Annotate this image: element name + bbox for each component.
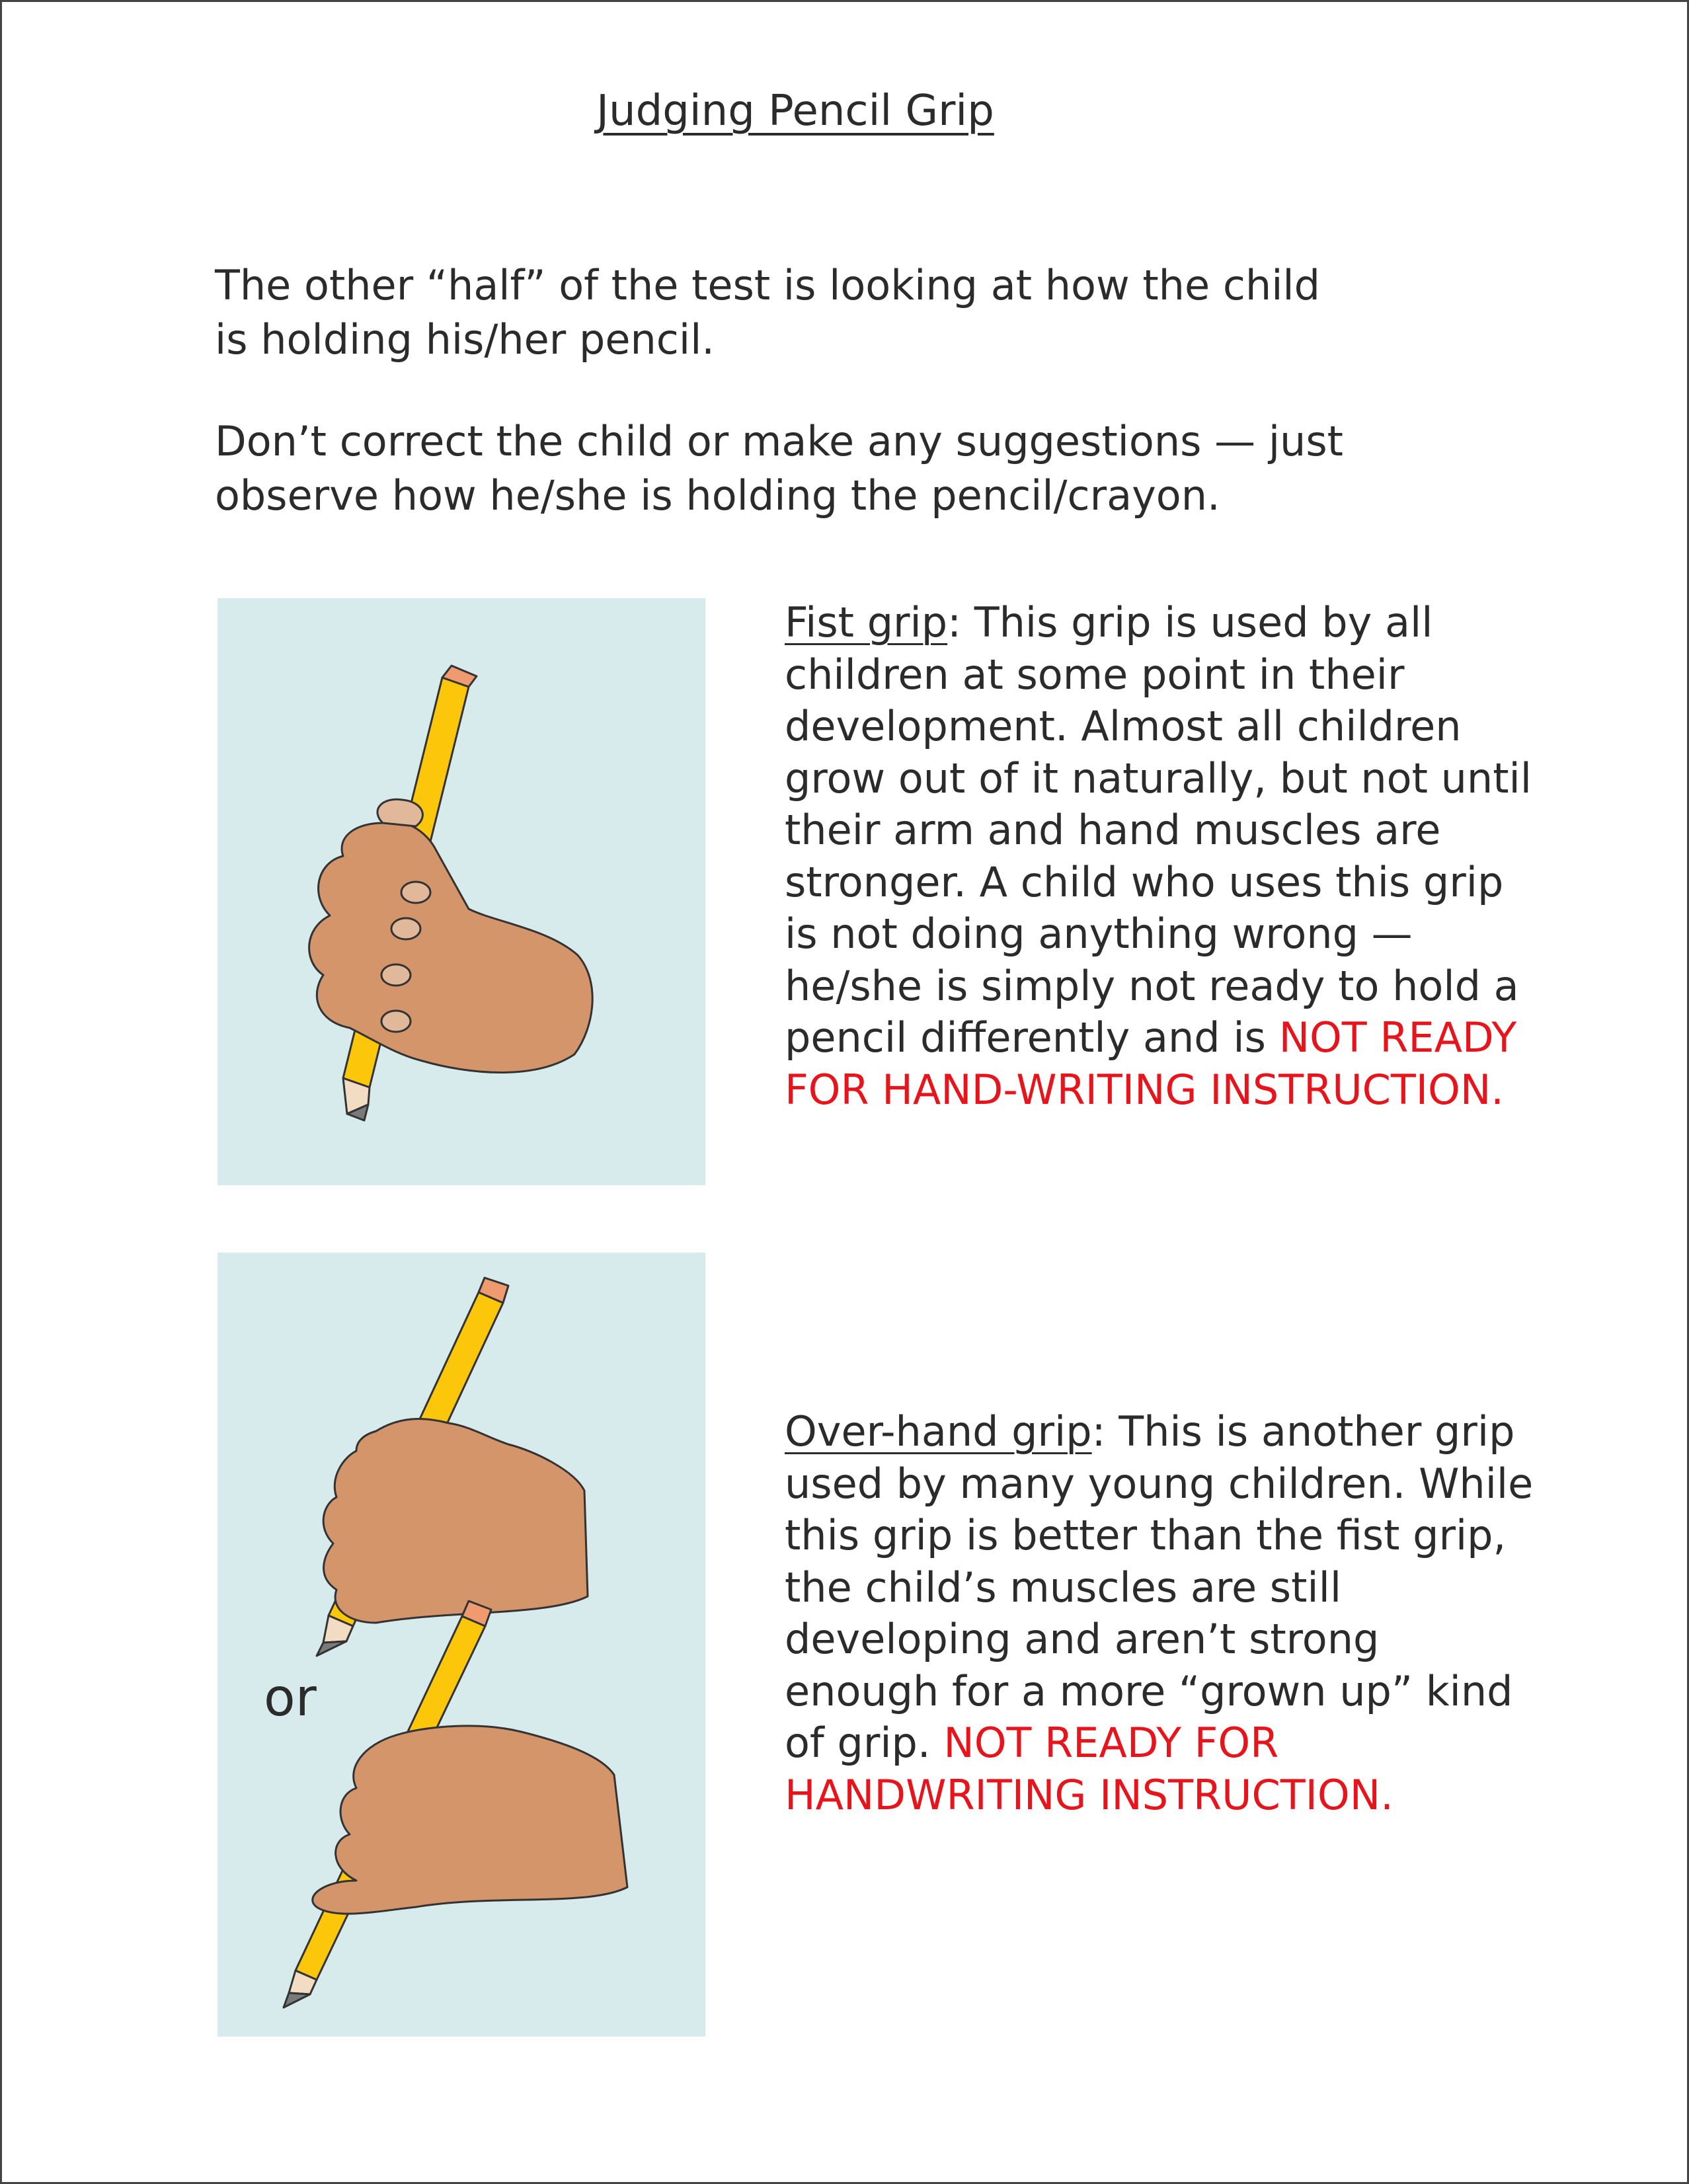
fist-grip-body: : This grip is used by all children at some point in their development. Almost all children grow out of it naturally, but not until their arm and hand muscles are stronger. A child who uses this grip is not doing anything wrong — he/she is simply not ready to hold a pencil differently and is — [785, 598, 1532, 1062]
overhand-grip-body: : This is another grip used by many young children. While this grip is better than the fist grip, the child’s muscles are still developing and aren’t strong enough for a more “grown up” kind of grip. — [785, 1407, 1534, 1767]
overhand-grip-term: Over-hand grip — [785, 1407, 1092, 1456]
overhand-grip-hand-icon — [217, 1253, 705, 2037]
page-title: Judging Pencil Grip — [596, 87, 994, 136]
fist-grip-hand-icon — [217, 598, 705, 1185]
overhand-grip-description — [785, 1406, 1538, 1821]
or-label: or — [264, 1668, 317, 1728]
fist-grip-illustration — [217, 598, 705, 1185]
intro-paragraph-1: The other “half” of the test is looking at how the child is holding his/her pencil. — [215, 261, 1321, 364]
fist-grip-term: Fist grip — [785, 598, 948, 646]
overhand-grip-illustration — [217, 1253, 705, 2037]
intro-paragraph-2: Don’t correct the child or make any suggestions — just observe how he/she is holding the pencil/crayon. — [215, 417, 1343, 520]
fist-grip-description — [785, 597, 1538, 1116]
overhand-grip-warning: NOT READY FOR HANDWRITING INSTRUCTION. — [785, 1719, 1394, 1819]
fist-grip-warning: NOT READY FOR HAND-WRITING INSTRUCTION. — [785, 1013, 1517, 1114]
